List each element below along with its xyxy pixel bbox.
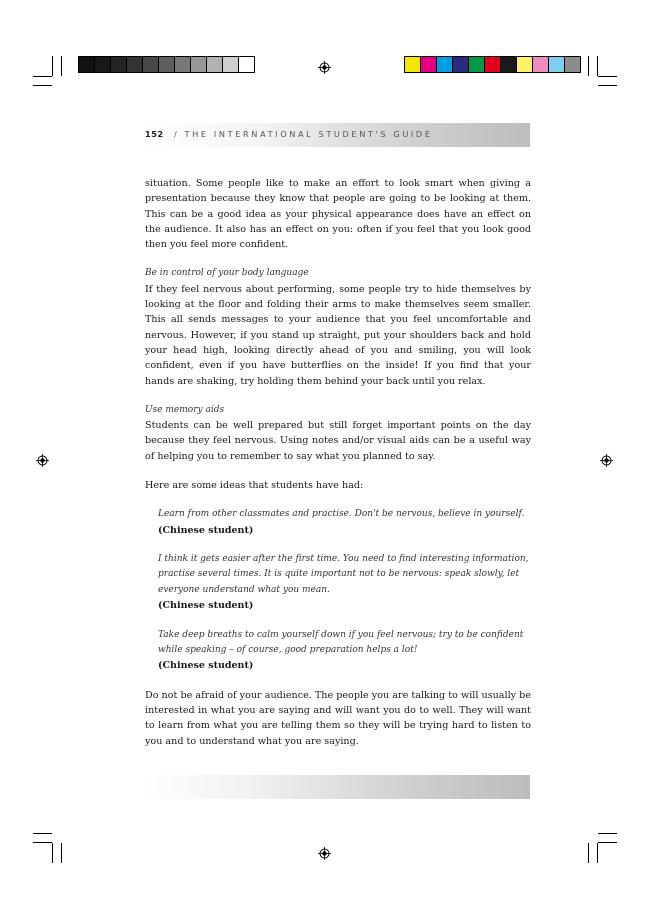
color-swatch <box>95 56 111 73</box>
color-swatch <box>207 56 223 73</box>
subheading: Be in control of your body language <box>145 268 309 279</box>
footer-band <box>141 775 530 799</box>
paragraph: situation. Some people like to make an effort to look smart when giving a presentation because they know that people are going to be looking at them. This can be a good idea as your physical appearance does have an effect on the audience. It also has an effect on you: often if you feel that you look good then you feel more confident. <box>145 178 531 251</box>
subheading: Use memory aids <box>145 404 225 415</box>
color-swatch <box>421 56 437 73</box>
color-swatch <box>517 56 533 73</box>
crop-mark <box>588 56 589 76</box>
page-number: 152 <box>145 129 164 139</box>
color-swatch <box>485 56 501 73</box>
quote-source: (Chinese student) <box>158 524 254 536</box>
crop-mark <box>33 833 52 834</box>
quote-text: I think it gets easier after the first time. You need to find interesting information, practise several times. It is quite important not to be nervous: speak slowly, let everyone understand what you mean. <box>158 554 529 595</box>
color-swatch <box>239 56 255 73</box>
registration-mark-icon <box>318 847 331 860</box>
quote-source: (Chinese student) <box>158 600 254 612</box>
page-body <box>145 176 531 749</box>
paragraph: Students can be well prepared but still forget important points on the day because they feel nervous. Using notes and/or visual aids can be a useful way of helping you to remember to say what you planned to say. <box>145 420 531 462</box>
color-swatch <box>175 56 191 73</box>
crop-mark <box>597 843 598 863</box>
grayscale-color-bar <box>78 56 255 73</box>
paragraph: Here are some ideas that students have had: <box>145 480 364 492</box>
registration-mark-icon <box>318 61 331 74</box>
quote-text: Take deep breaths to calm yourself down if you feel nervous; try to be confident while speaking – of course, good preparation helps a lot! <box>158 629 524 655</box>
color-swatch <box>78 56 95 73</box>
crop-mark <box>598 76 617 77</box>
paragraph: Do not be afraid of your audience. The people you are talking to will usually be interested in what you are saying and will want you do to well. They will want to learn from what you are telling them so they will be trying hard to listen to you and to understand what you are saying. <box>145 689 531 747</box>
color-swatch <box>111 56 127 73</box>
crop-mark <box>598 833 617 834</box>
registration-mark-icon <box>36 454 49 467</box>
crop-mark <box>52 56 53 76</box>
color-swatch <box>549 56 565 73</box>
registration-mark-icon <box>600 454 613 467</box>
color-swatch <box>469 56 485 73</box>
color-swatch <box>453 56 469 73</box>
running-header <box>141 123 530 147</box>
crop-mark <box>52 843 53 863</box>
color-swatch <box>223 56 239 73</box>
crop-mark <box>597 56 598 76</box>
crop-mark <box>598 842 617 843</box>
color-swatch <box>404 56 421 73</box>
color-swatch <box>127 56 143 73</box>
process-color-bar <box>404 56 581 73</box>
crop-mark <box>61 56 62 76</box>
crop-mark <box>588 843 589 863</box>
crop-mark <box>598 85 617 86</box>
student-quote <box>158 552 531 614</box>
crop-mark <box>33 76 52 77</box>
color-swatch <box>501 56 517 73</box>
running-title: / THE INTERNATIONAL STUDENT'S GUIDE <box>174 129 433 139</box>
color-swatch <box>143 56 159 73</box>
color-swatch <box>159 56 175 73</box>
color-swatch <box>437 56 453 73</box>
quote-text: Learn from other classmates and practise. Don't be nervous, believe in yourself. <box>158 509 525 520</box>
color-swatch <box>565 56 581 73</box>
paragraph: If they feel nervous about performing, some people try to hide themselves by looking at the floor and folding their arms to make themselves seem smaller. This all sends messages to your audience that you feel uncomfortable and nervous. However, if you stand up straight, put your shoulders back and hold your head high, looking directly ahead of you and smiling, you will look confident, even if you have butterflies on the inside! If you find that your hands are shaking, try holding them behind your back until you relax. <box>145 283 531 387</box>
student-quote <box>158 507 531 538</box>
crop-mark <box>33 842 52 843</box>
color-swatch <box>191 56 207 73</box>
crop-mark <box>61 843 62 863</box>
crop-mark <box>33 85 52 86</box>
color-swatch <box>533 56 549 73</box>
student-quote <box>158 628 531 674</box>
quote-source: (Chinese student) <box>158 660 254 672</box>
